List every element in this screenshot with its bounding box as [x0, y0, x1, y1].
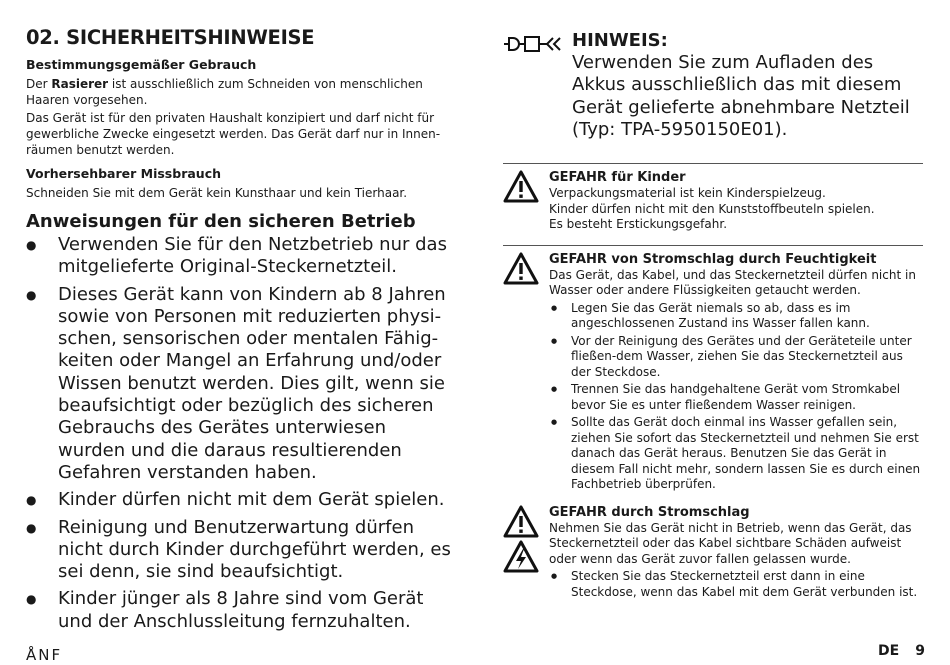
language-code: DE — [878, 643, 900, 659]
list-item: ● Vor der Reinigung des Gerätes und der Geräteteile unter fließen-dem Wasser, ziehen Sie das Steckernetzteil aus der Steckdose. — [549, 334, 923, 381]
warning-line: Es besteht Erstickungsgefahr. — [549, 217, 728, 232]
warning-title: GEFAHR von Stromschlag durch Feuchtigkeit — [549, 251, 877, 267]
right-column — [503, 30, 923, 602]
list-item: ● Kinder dürfen nicht mit dem Gerät spielen. — [26, 489, 451, 511]
list-item: ● Kinder jünger als 8 Jahre sind vom Gerät und der Anschlussleitung fernzuhalten. — [26, 588, 451, 633]
warning-line: Kinder dürfen nicht mit den Kunststoffbeuteln spielen. — [549, 201, 875, 216]
high-voltage-icon — [503, 540, 539, 574]
intended-use-heading: Bestimmungsgemäßer Gebrauch — [26, 57, 257, 72]
warning-children — [503, 170, 923, 233]
warning-electric-shock — [503, 505, 923, 601]
safe-operation-list — [26, 234, 451, 633]
note-box — [503, 30, 923, 141]
list-item: ● Legen Sie das Gerät niemals so ab, dass es im angeschlossenen Zustand ins Wasser fallen kann. — [549, 301, 923, 332]
misuse-heading: Vorhersehbarer Missbrauch — [26, 166, 222, 181]
list-item: ● Sollte das Gerät doch einmal ins Wasser gefallen sein, ziehen Sie sofort das Steckernetzteil und nehmen Sie erst danach das Gerät heraus. Benutzen Sie das Gerät in diesem Fall nicht mehr, sondern lassen Sie es durch einen Fachbetrieb überprüfen. — [549, 415, 923, 493]
list-item: ● Verwenden Sie für den Netzbetrieb nur das mitgelieferte Original-Steckernetzteil. — [26, 234, 451, 279]
intended-use-bold: Rasierer — [51, 77, 109, 91]
warning-line: Verpackungsmaterial ist kein Kinderspielzeug. — [549, 186, 826, 201]
section-title: 02. SICHERHEITSHINWEISE — [26, 26, 315, 49]
page-number: 9 — [915, 643, 925, 659]
warning-title: GEFAHR für Kinder — [549, 170, 686, 186]
intended-use-prefix: Der — [26, 77, 52, 91]
warning-moisture — [503, 252, 923, 493]
misuse-text: Schneiden Sie mit dem Gerät kein Kunsthaar und kein Tierhaar. — [26, 186, 408, 200]
note-title: HINWEIS: — [572, 30, 668, 51]
warning-list — [549, 569, 923, 600]
warning-triangle-icon — [503, 505, 539, 539]
intended-use-text-2: Das Gerät ist für den privaten Haushalt konzipiert und darf nicht für gewerbliche Zwecke eingesetzt werden. Das Gerät darf nur in Innen-räumen benutzt werden. — [26, 111, 441, 157]
warning-list — [549, 301, 923, 493]
warning-text: Nehmen Sie das Gerät nicht in Betrieb, wenn das Gerät, das Steckernetzteil oder das Kabel sichtbare Schäden aufweist oder wenn das Gerät zuvor fallen gelassen wurde. — [549, 520, 912, 566]
list-item: ● Dieses Gerät kann von Kindern ab 8 Jahren sowie von Personen mit reduzierten physi-schen, sensorischen oder mentalen Fähig-keiten oder Mangel an Erfahrung und/oder Wissen benutzt werden. Dies gilt, wenn sie beaufsichtigt oder bezüglich des sicheren Gebrauchs des Gerätes unterwiesen wurden und die daraus resultierenden Gefahren verstanden haben. — [26, 284, 451, 485]
power-adapter-icon — [503, 34, 561, 54]
warning-title: GEFAHR durch Stromschlag — [549, 504, 750, 520]
note-text: Verwenden Sie zum Aufladen des Akkus ausschließlich das mit diesem Gerät gelieferte abnehmbare Netzteil (Typ: TPA-5950150E01). — [572, 52, 910, 140]
safe-operation-heading: Anweisungen für den sicheren Betrieb — [26, 211, 416, 232]
warning-text: Das Gerät, das Kabel, und das Steckernetzteil dürfen nicht in Wasser oder andere Flüssigkeiten getaucht werden. — [549, 267, 916, 298]
intended-use-suffix: ist ausschließlich zum Schneiden von menschlichen Haaren vorgesehen. — [26, 77, 423, 107]
warning-triangle-icon — [503, 252, 539, 286]
list-item: ● Trennen Sie das handgehaltene Gerät vom Stromkabel bevor Sie es unter fließendem Wasser reinigen. — [549, 382, 923, 413]
list-item: ● Reinigung und Benutzerwartung dürfen nicht durch Kinder durchgeführt werden, es sei denn, sie sind beaufsichtigt. — [26, 517, 451, 584]
brand-logo: ÅNF — [26, 646, 63, 664]
left-column — [26, 26, 451, 638]
intended-use-text-1 — [26, 76, 451, 108]
list-item: ● Stecken Sie das Steckernetzteil erst dann in eine Steckdose, wenn das Kabel mit dem Gerät verbunden ist. — [549, 569, 923, 600]
page-footer — [878, 643, 925, 659]
warning-triangle-icon — [503, 170, 539, 204]
